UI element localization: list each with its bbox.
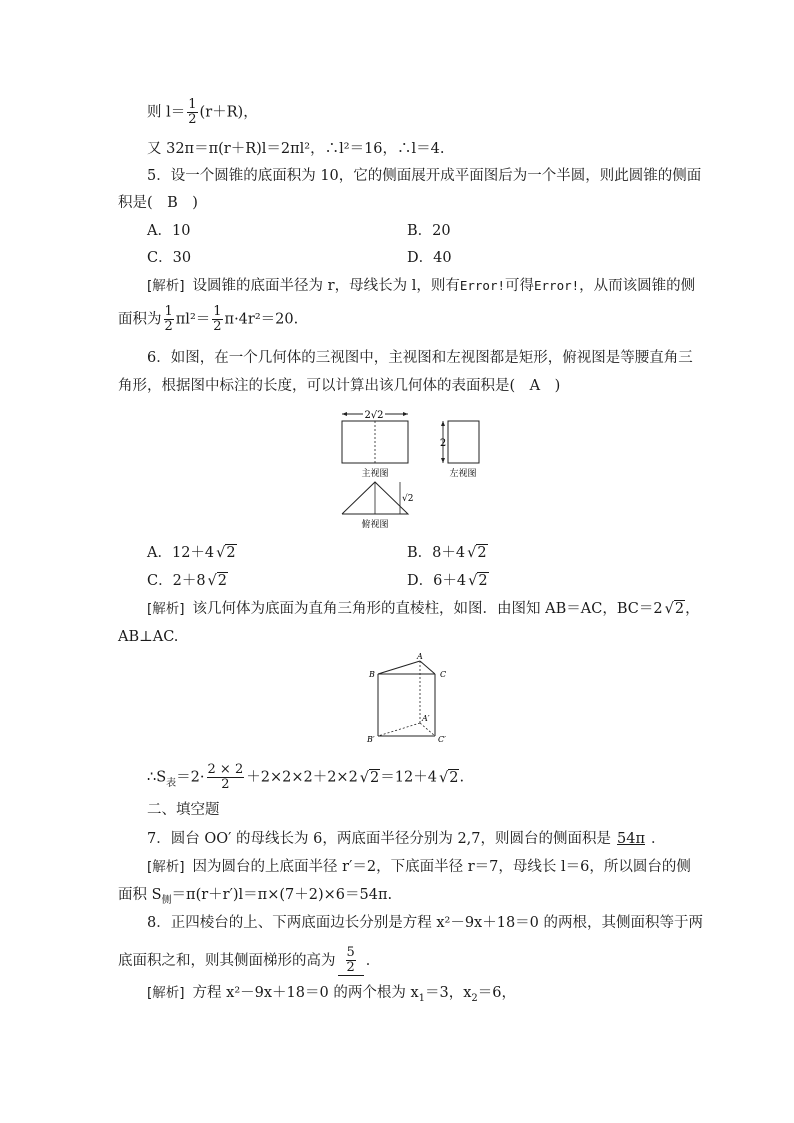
result-text: ＋2×2×2＋2×2 [246, 769, 358, 786]
arrow-right-icon [403, 412, 408, 416]
q7-stem [147, 829, 666, 849]
sqrt [208, 571, 228, 591]
q5-explanation-line-2 [118, 305, 298, 334]
r-plus-R: (r＋R)， [199, 104, 258, 121]
fraction-half [187, 98, 197, 127]
vertex-label-c1: C′ [438, 735, 446, 744]
q5-expl-text: ，从而该圆锥的侧 [579, 278, 696, 294]
fraction-den: 2 [213, 319, 222, 334]
sqrt [439, 768, 459, 788]
top-view-caption: 俯视图 [361, 520, 389, 530]
error-text: Error! [459, 278, 505, 293]
left-height-label: 2 [439, 438, 447, 449]
q8-explanation-line-1 [147, 983, 516, 1005]
q5-expl-text: 设圆锥的底面半径为 r，母线长为 l，则有 [192, 278, 460, 294]
q5-expl-text: πl²＝ [175, 311, 211, 328]
q5-stem-line-2: 积是( B ) [118, 195, 198, 211]
left-view-caption: 左视图 [449, 469, 477, 479]
prism-figure [362, 650, 462, 750]
q8-expl-text: ＝3，x [425, 985, 472, 1001]
radicand: 2 [478, 573, 488, 589]
subscript: 表 [166, 777, 177, 789]
result-text: . [459, 769, 465, 786]
q6-option-d [407, 571, 489, 591]
q7-stem-text: ． [651, 831, 666, 847]
q7-expl-text: ＝π(r＋r′)l＝π×(7＋2)×6＝54π. [171, 887, 393, 903]
fraction-den: 2 [221, 777, 230, 792]
radicand: 2 [449, 769, 459, 786]
front-view-caption: 主视图 [361, 469, 389, 479]
three-view-figure [330, 404, 500, 534]
q5-stem-line-1: 5．设一个圆锥的底面积为 10，它的侧面展开成平面图后为一个半圆，则此圆锥的侧面 [147, 168, 702, 184]
q5-expl-text: π·4r²＝20. [224, 311, 299, 328]
vertex-label-b1: B′ [367, 735, 375, 744]
error-text: Error! [534, 278, 580, 293]
subscript: 2 [471, 993, 478, 1004]
option-text: A．12＋4 [147, 545, 215, 561]
q7-stem-text: 7．圆台 OO′ 的母线长为 6，两底面半径分别为 2,7，则圆台的侧面积是 [147, 831, 612, 847]
radicand: 2 [674, 601, 685, 617]
q8-expl-text: 方程 x²－9x＋18＝0 的两个根为 x [192, 985, 419, 1001]
result-text: ＝12＋4 [380, 769, 437, 786]
q8-answer-blank [338, 946, 364, 976]
radicand: 2 [370, 769, 380, 786]
q8-expl-text: ＝6， [477, 985, 517, 1001]
q8-stem-text: ． [365, 953, 381, 969]
fraction-den: 2 [188, 112, 197, 127]
subscript: 1 [418, 993, 425, 1004]
q6-explanation-line-1 [147, 599, 700, 619]
q6-option-a [147, 543, 237, 563]
sqrt [468, 571, 488, 591]
q6-stem-line-2: 角形，根据图中标注的长度，可以计算出该几何体的表面积是( A ) [118, 378, 561, 394]
section-title: 二、填空题 [147, 802, 220, 818]
sqrt [665, 599, 685, 619]
result-text: ∴S [147, 769, 167, 786]
q7-explanation-line-1 [147, 857, 691, 877]
q6-expl-text: 该几何体为底面为直角三角形的直棱柱，如图．由图知 AB＝AC，BC＝2 [192, 601, 663, 617]
vertex-label-b: B [369, 670, 375, 679]
q6-result-line [147, 763, 464, 792]
q5-option-c: C．30 [147, 250, 192, 266]
fraction-half [212, 305, 222, 334]
l-equals: 则 l＝ [147, 104, 186, 121]
sqrt [467, 543, 487, 563]
q8-stem-text: 底面积之和，则其侧面梯形的高为 [118, 953, 336, 969]
prev-line-1 [147, 98, 258, 127]
front-width-label: 2√2 [364, 410, 384, 421]
vertex-label-a1: A′ [422, 714, 430, 723]
q6-option-b [407, 543, 488, 563]
top-height-label: √2 [402, 494, 414, 504]
q6-option-c [147, 571, 228, 591]
fraction-den: 2 [346, 960, 355, 975]
hidden-edge-a1b1 [378, 723, 420, 736]
fraction-half [164, 305, 174, 334]
option-text: B．8＋4 [407, 545, 466, 561]
q6-explanation-line-2: AB⊥AC. [118, 629, 179, 645]
analysis-tag: [解析] [147, 278, 185, 294]
q7-expl-text: 因为圆台的上底面半径 r′＝2，下底面半径 r＝7，母线长 l＝6，所以圆台的侧 [192, 859, 691, 875]
fraction-num: 1 [164, 304, 173, 319]
fraction [207, 763, 245, 792]
fraction-den: 2 [164, 319, 173, 334]
prev-line-2: 又 32π＝π(r＋R)l＝2πl²，∴l²＝16，∴l＝4. [147, 141, 445, 157]
sqrt [360, 768, 380, 788]
q7-expl-text: 面积 S [118, 887, 162, 903]
hidden-edge-a1c1 [420, 723, 435, 736]
q6-expl-text: ， [685, 601, 700, 617]
sqrt [216, 543, 236, 563]
arrow-left-icon [342, 412, 347, 416]
q5-option-b: B．20 [407, 223, 451, 239]
q5-expl-text: 面积为 [118, 311, 162, 328]
q7-explanation-line-2 [118, 885, 392, 907]
analysis-tag: [解析] [147, 985, 185, 1001]
option-text: D．6＋4 [407, 573, 467, 589]
edge-ab [378, 661, 420, 674]
q6-stem-line-1: 6．如图，在一个几何体的三视图中，主视图和左视图都是矩形，俯视图是等腰直角三 [147, 350, 693, 366]
edge-ac [420, 661, 435, 674]
result-text: ＝2· [176, 769, 205, 786]
fraction-num: 5 [346, 945, 355, 960]
option-text: C．2＋8 [147, 573, 206, 589]
vertex-label-a: A [417, 652, 423, 661]
arrow-up-icon [441, 421, 445, 426]
q5-option-d: D．40 [407, 250, 452, 266]
radicand: 2 [217, 573, 228, 589]
q7-answer-blank: 54π [617, 831, 645, 847]
q8-stem-line-2 [118, 946, 380, 976]
analysis-tag: [解析] [147, 859, 185, 875]
q5-explanation-line-1 [147, 276, 695, 296]
analysis-tag: [解析] [147, 601, 185, 617]
subscript: 侧 [161, 895, 172, 906]
radicand: 2 [477, 545, 487, 561]
fraction-num: 1 [213, 304, 222, 319]
q8-stem-line-1: 8．正四棱台的上、下两底面边长分别是方程 x²－9x＋18＝0 的两根，其侧面积等于两 [147, 915, 704, 931]
q5-expl-text: 可得 [505, 278, 534, 294]
q5-option-a: A．10 [147, 223, 191, 239]
vertex-label-c: C [440, 670, 447, 679]
radicand: 2 [226, 545, 236, 561]
arrow-down-icon [441, 458, 445, 463]
fraction-num: 1 [188, 97, 197, 112]
left-view-rect [448, 421, 479, 463]
fraction-num: 2 × 2 [207, 762, 244, 777]
